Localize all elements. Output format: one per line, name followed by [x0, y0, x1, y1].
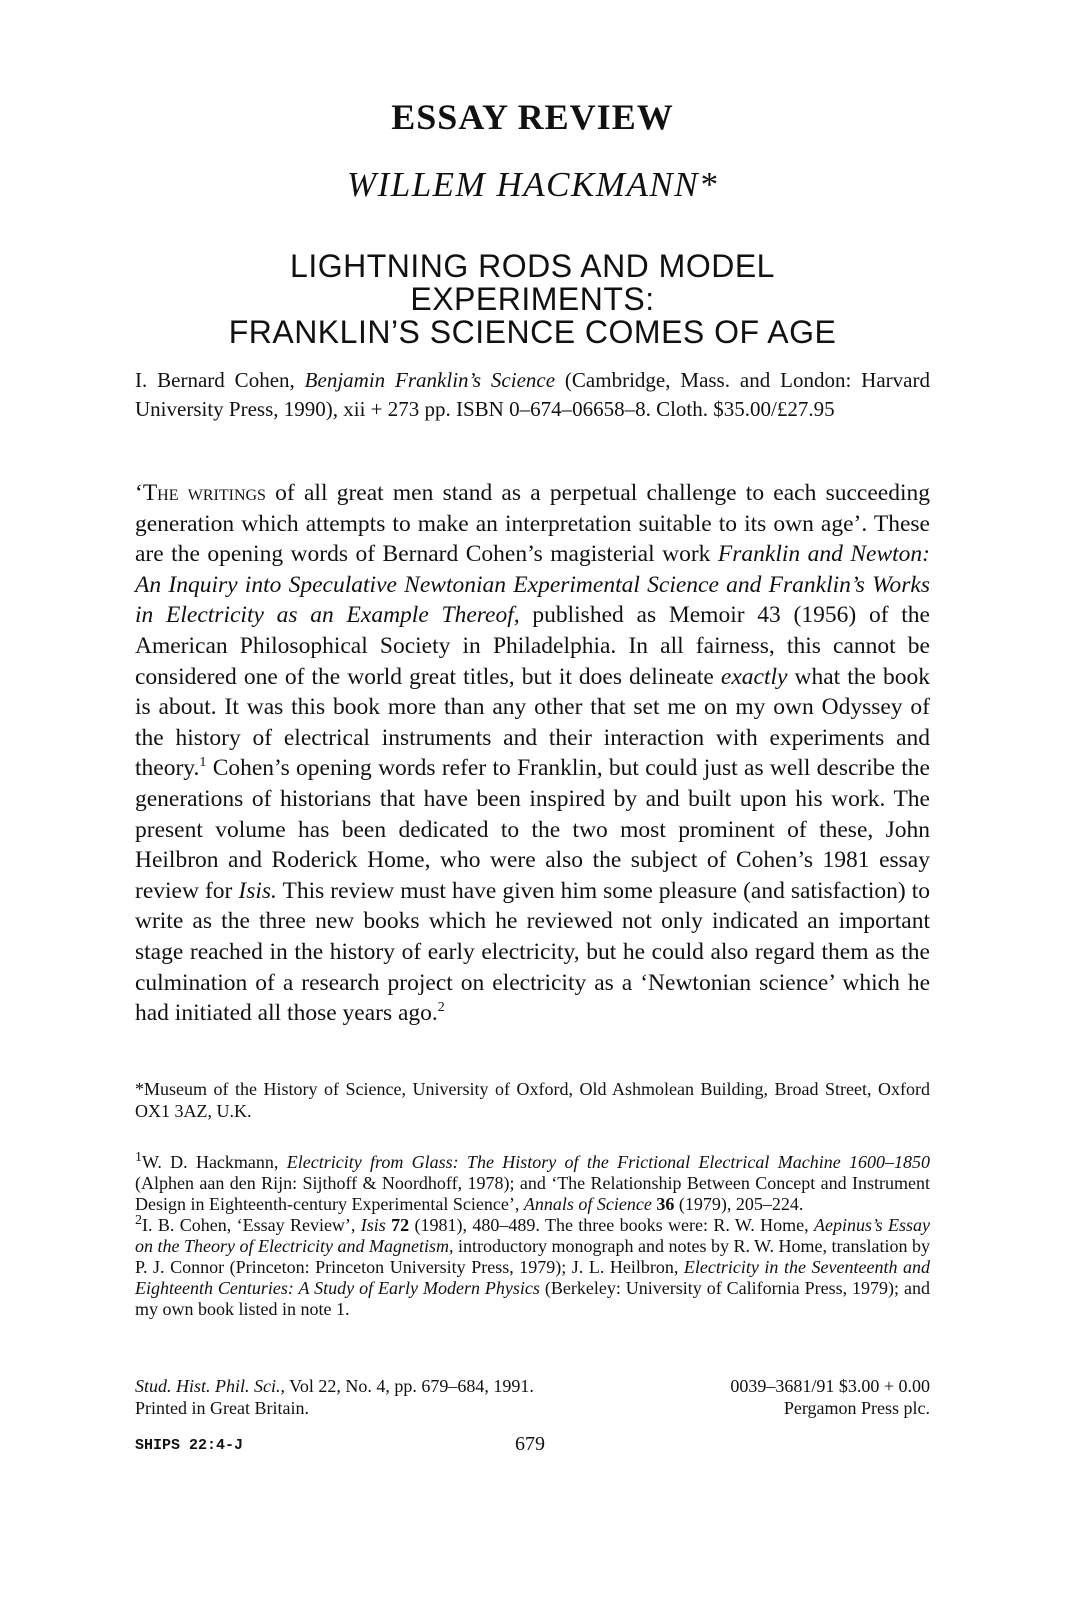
- footnote-ref-2: 2: [437, 1000, 445, 1016]
- body-text-5: This review must have given him some pleasure (and satisfaction) to write as the three new books which he reviewed not only indicated an important stage reached in the history of early electricity, but he could also regard them as the culmination of a research project on electricity as a ‘Newtonian science’ which he had initiated all those years ago.: [135, 877, 930, 1027]
- footnote-2: [135, 1215, 930, 1320]
- footnote-2-text-c: introductory monograph and notes by R. W. Home, translation by P. J. Connor (Princeton: Princeton University Press, 1979); J. L. Heilbron,: [135, 1236, 930, 1277]
- footnote-1: [135, 1152, 930, 1215]
- footnote-1-mark: 1: [135, 1150, 142, 1165]
- footnote-2-title-2: Electricity in the Seventeenth and Eighteenth Centuries: A Study of Early Modern Physics: [135, 1257, 930, 1298]
- body-text-4: Cohen’s opening words refer to Franklin, but could just as well describe the generations of historians that have been inspired by and built upon his work. The present volume has been dedicated to the two most prominent of these, John Heilbron and Roderick Home, who were also the subject of Cohen’s 1981 essay review for: [135, 755, 930, 904]
- section-heading: ESSAY REVIEW: [391, 97, 674, 137]
- body-text-2: published as Memoir 43 (1956) of the American Philosophical Society in Philadelphia. In all fairness, this cannot be considered one of the world great titles, but it does delineate: [135, 602, 930, 690]
- journal-footer: [135, 1375, 605, 1419]
- footnote-1-text-a: W. D. Hackmann,: [142, 1152, 287, 1172]
- emphasis-exactly: exactly: [720, 663, 788, 690]
- biblio-details: (Cambridge, Mass. and London: Harvard University Press, 1990), xii + 273 pp. ISBN 0–674–06658–8. Cloth. $35.00/£27.95: [135, 368, 930, 421]
- footnote-2-journal: Isis: [360, 1215, 386, 1235]
- footnote-2-text-a: I. B. Cohen, ‘Essay Review’,: [142, 1215, 361, 1235]
- footnotes: [135, 1152, 930, 1320]
- page-number: 679: [515, 1433, 545, 1455]
- ships-code: SHIPS 22:4-J: [135, 1437, 244, 1454]
- footnote-ref-1: 1: [199, 755, 207, 771]
- biblio-book-title: Benjamin Franklin’s Science: [304, 368, 556, 392]
- footnote-1-volume: 36: [651, 1194, 675, 1214]
- body-paragraph: [135, 478, 930, 1029]
- footnote-1-title: Electricity from Glass: The History of the Frictional Electrical Machine 1600–1850: [286, 1152, 930, 1172]
- footnote-1-journal: Annals of Science: [523, 1194, 652, 1214]
- title-line-1: LIGHTNING RODS AND MODEL: [290, 248, 775, 284]
- journal-isis: Isis.: [238, 877, 277, 904]
- footnote-2-mark: 2: [135, 1213, 142, 1228]
- title-line-2: EXPERIMENTS:: [410, 281, 655, 317]
- author-name: WILLEM HACKMANN*: [346, 165, 719, 204]
- journal-citation: [135, 1375, 605, 1397]
- cited-work-title: Franklin and Newton: An Inquiry into Speculative Newtonian Experimental Science and Franklin’s Works in Electricity as an Example Thereof,: [135, 541, 930, 629]
- body-text-3: what the book is about. It was this book more than any other that set me on my own Odyssey of the history of electrical instruments and their interaction with experiments and theory.: [135, 663, 931, 782]
- footnote-2-text-d: (Berkeley: University of California Press, 1979); and my own book listed in note 1.: [135, 1278, 930, 1319]
- journal-volume-info: , Vol 22, No. 4, pp. 679–684, 1991.: [280, 1376, 534, 1396]
- printed-in: Printed in Great Britain.: [135, 1398, 309, 1418]
- book-citation: [135, 366, 930, 424]
- body-text-1: of all great men stand as a perpetual challenge to each succeeding generation which attempts to make an interpretation suitable to its own age’. These are the opening words of Bernard Cohen’s magisterial work: [135, 480, 930, 568]
- price-code: 0039–3681/91 $3.00 + 0.00: [730, 1376, 930, 1396]
- open-quote: ‘: [135, 480, 143, 506]
- footnote-1-text-c: (1979), 205–224.: [674, 1194, 804, 1214]
- footnote-1-text-b: (Alphen aan den Rijn: Sijthoff & Noordhoff, 1978); and ‘The Relationship Between Concept and Instrument Design in Eighteenth-century Experimental Science’,: [135, 1173, 930, 1214]
- journal-name: Stud. Hist. Phil. Sci.: [135, 1376, 281, 1396]
- article-title: [135, 250, 930, 349]
- publisher-footer: [610, 1375, 930, 1419]
- publisher-name: Pergamon Press plc.: [783, 1398, 930, 1418]
- title-line-3: FRANKLIN’S SCIENCE COMES OF AGE: [228, 314, 837, 350]
- footnote-2-volume: 72: [385, 1215, 410, 1235]
- footnote-2-text-b: (1981), 480–489. The three books were: R. W. Home,: [409, 1215, 814, 1235]
- footnote-2-title-1: Aepinus’s Essay on the Theory of Electricity and Magnetism,: [135, 1215, 930, 1256]
- author-affiliation: *Museum of the History of Science, University of Oxford, Old Ashmolean Building, Broad Street, Oxford OX1 3AZ, U.K.: [135, 1079, 930, 1121]
- small-caps-opening: The writings: [142, 480, 266, 506]
- biblio-author: I. Bernard Cohen,: [135, 368, 305, 392]
